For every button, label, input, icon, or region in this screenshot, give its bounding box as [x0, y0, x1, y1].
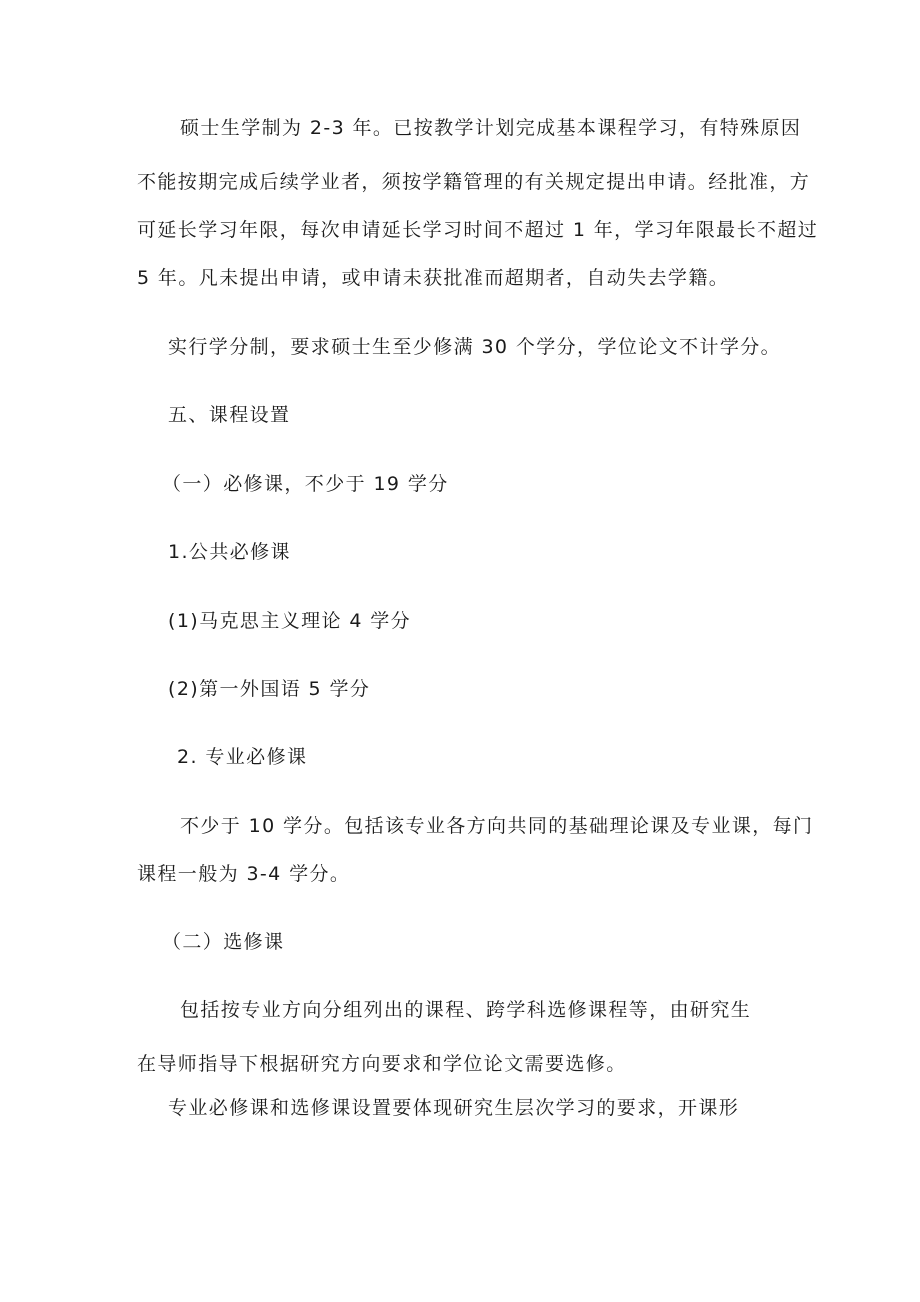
text-line: 不能按期完成后续学业者，须按学籍管理的有关规定提出申请。经批准，方: [137, 171, 811, 193]
text-line: 在导师指导下根据研究方向要求和学位论文需要选修。: [137, 1053, 627, 1075]
heading-public-required: 1.公共必修课: [168, 541, 291, 563]
text-line: 5 年。凡未提出申请，或申请未获批准而超期者，自动失去学籍。: [137, 267, 730, 289]
paragraph-closing: 专业必修课和选修课设置要体现研究生层次学习的要求，开课形: [168, 1097, 740, 1119]
heading-major-required: 2. 专业必修课: [177, 746, 308, 768]
list-item-marxism: (1)马克思主义理论 4 学分: [168, 610, 412, 632]
list-item-foreign-language: (2)第一外国语 5 学分: [168, 678, 371, 700]
heading-elective-courses: （二）选修课: [162, 931, 285, 953]
text-line: 硕士生学制为 2-3 年。已按教学计划完成基本课程学习，有特殊原因: [180, 117, 802, 139]
section-heading-courses: 五、课程设置: [168, 404, 291, 426]
paragraph-credits: 实行学分制，要求硕士生至少修满 30 个学分，学位论文不计学分。: [168, 336, 782, 358]
text-line: 可延长学习年限，每次申请延长学习时间不超过 1 年，学习年限最长不超过: [137, 219, 819, 241]
text-line: 不少于 10 学分。包括该专业各方向共同的基础理论课及专业课，每门: [180, 815, 814, 837]
text-line: 包括按专业方向分组列出的课程、跨学科选修课程等，由研究生: [180, 999, 752, 1021]
heading-required-courses: （一）必修课，不少于 19 学分: [162, 473, 449, 495]
text-line: 课程一般为 3-4 学分。: [137, 863, 351, 885]
